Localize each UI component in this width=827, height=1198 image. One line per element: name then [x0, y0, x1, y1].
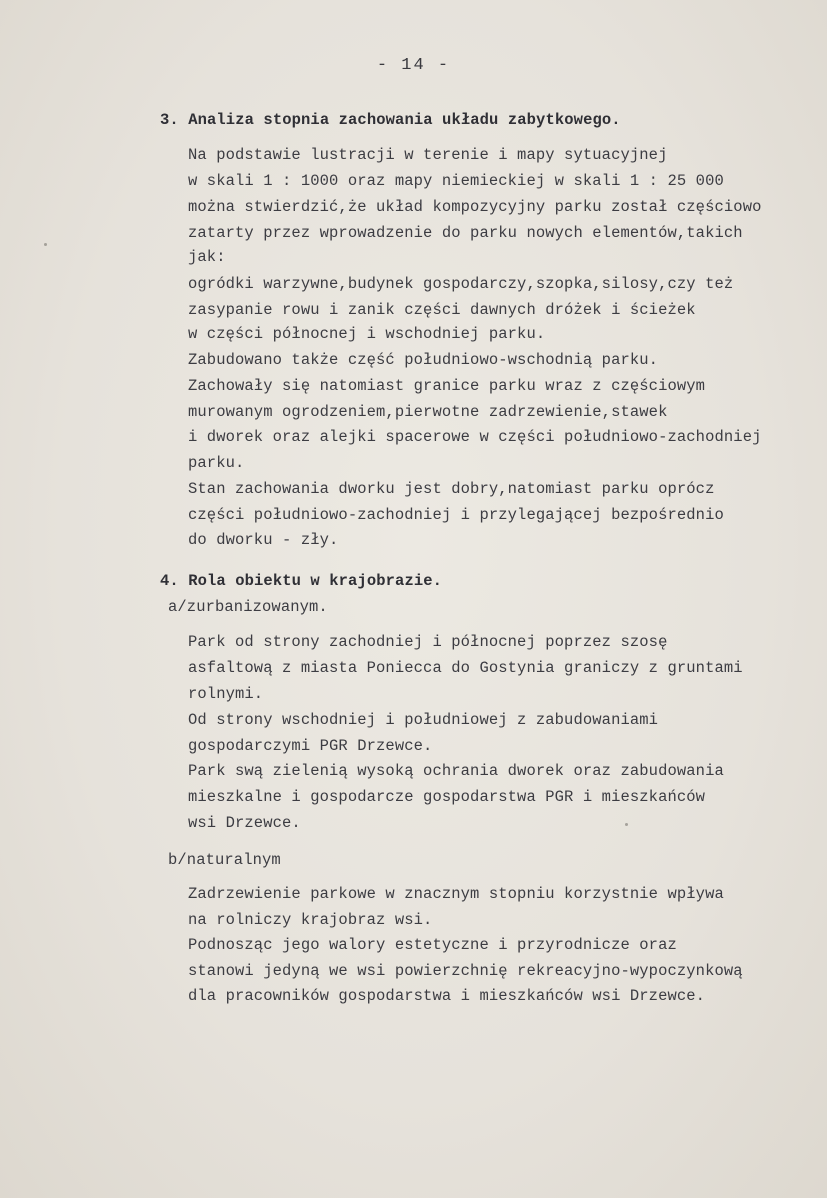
text-line: gospodarczymi PGR Drzewce. — [188, 737, 433, 755]
text-line: zasypanie rowu i zanik części dawnych dróżek i ścieżek — [188, 301, 696, 319]
text-line: części południowo-zachodniej i przylegającej bezpośrednio — [188, 506, 724, 524]
text-line: Podnosząc jego walory estetyczne i przyrodnicze oraz — [188, 936, 677, 954]
text-line: jak: — [188, 248, 226, 266]
text-line: Park od strony zachodniej i północnej poprzez szosę — [188, 633, 668, 651]
text-line: Zachowały się natomiast granice parku wraz z częściowym — [188, 377, 706, 395]
text-line: w części północnej i wschodniej parku. — [188, 325, 546, 343]
page-number: - 14 - — [376, 56, 451, 75]
text-line: Park swą zielenią wysoką ochrania dworek oraz zabudowania — [188, 762, 724, 780]
paper-speck — [44, 243, 47, 246]
text-line: Stan zachowania dworku jest dobry,natomiast parku oprócz — [188, 480, 715, 498]
text-line: wsi Drzewce. — [188, 814, 301, 832]
subsection-heading: b/naturalnym — [168, 851, 281, 869]
section-4-heading: 4. Rola obiektu w krajobrazie. — [160, 572, 443, 590]
paper-speck — [625, 823, 628, 826]
text-line: Zadrzewienie parkowe w znacznym stopniu korzystnie wpływa — [188, 885, 724, 903]
text-line: do dworku - zły. — [188, 531, 339, 549]
text-line: w skali 1 : 1000 oraz mapy niemieckiej w skali 1 : 25 000 — [188, 172, 724, 190]
section-3-heading: 3. Analiza stopnia zachowania układu zabytkowego. — [160, 111, 621, 129]
text-line: na rolniczy krajobraz wsi. — [188, 911, 433, 929]
text-line: Zabudowano także część południowo-wschodnią parku. — [188, 351, 659, 369]
text-line: Na podstawie lustracji w terenie i mapy sytuacyjnej — [188, 146, 668, 164]
text-line: można stwierdzić,że układ kompozycyjny parku został częściowo — [188, 198, 762, 216]
text-line: murowanym ogrodzeniem,pierwotne zadrzewienie,stawek — [188, 403, 668, 421]
text-line: mieszkalne i gospodarcze gospodarstwa PGR i mieszkańców — [188, 788, 706, 806]
text-line: stanowi jedyną we wsi powierzchnię rekreacyjno-wypoczynkową — [188, 962, 743, 980]
text-line: zatarty przez wprowadzenie do parku nowych elementów,takich — [188, 224, 743, 242]
text-line: Od strony wschodniej i południowej z zabudowaniami — [188, 711, 659, 729]
text-line: i dworek oraz alejki spacerowe w części południowo-zachodniej — [188, 428, 762, 446]
text-line: asfaltową z miasta Poniecca do Gostynia graniczy z gruntami — [188, 659, 743, 677]
text-line: ogródki warzywne,budynek gospodarczy,szopka,silosy,czy też — [188, 275, 734, 293]
text-line: dla pracowników gospodarstwa i mieszkańców wsi Drzewce. — [188, 987, 706, 1005]
text-line: rolnymi. — [188, 685, 264, 703]
text-line: parku. — [188, 454, 245, 472]
subsection-heading: a/zurbanizowanym. — [168, 598, 328, 616]
